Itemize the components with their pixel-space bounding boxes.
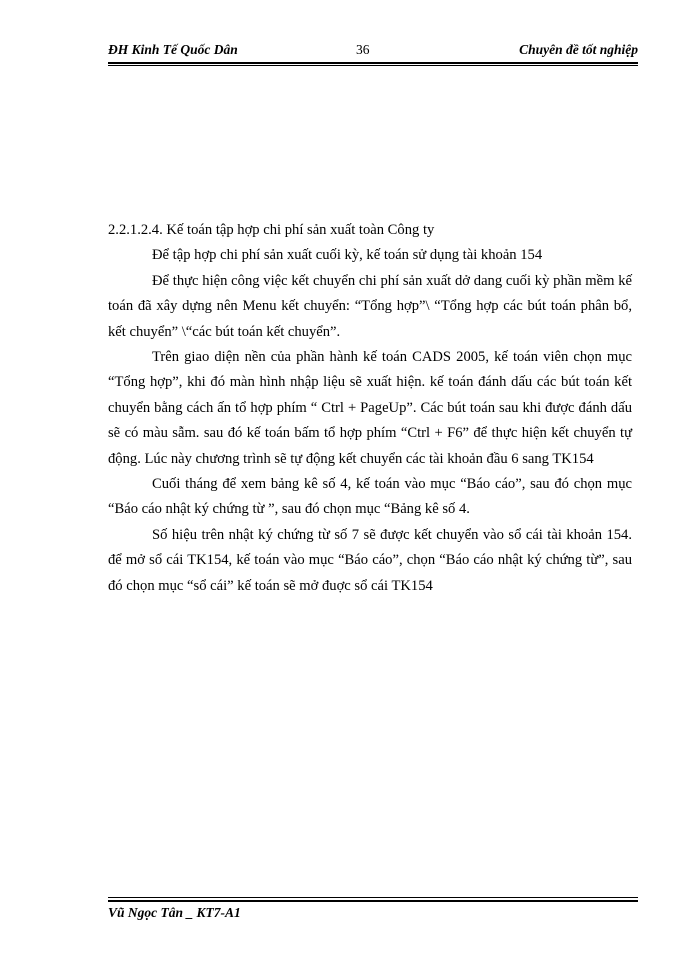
paragraph-3: Trên giao diện nền của phần hành kế toán CADS 2005, kế toán viên chọn mục “Tổng hợp”, khi đó màn hình nhập liệu sẽ xuất hiện. kế toán đánh dấu các bút toán kết chuyển bằng cách ấn tổ hợp phím “ Ctrl + PageUp”. Các bút toán sau khi được đánh dấu sẽ có màu sẫm. sau đó kế toán bấm tổ hợp phím “Ctrl + F6” để thực hiện kết chuyển tự động. Lúc này chương trình sẽ tự động kết chuyển các tài khoản đầu 6 sang TK154 [108, 349, 632, 467]
paragraph-1: Để tập hợp chi phí sản xuất cuối kỳ, kế toán sử dụng tài khoản 154 [152, 247, 543, 264]
header-document-type: Chuyên đề tốt nghiệp [519, 42, 638, 57]
section-title: 2.2.1.2.4. Kế toán tập hợp chi phí sản xuất toàn Công ty [108, 222, 435, 238]
footer-rule-thin [108, 897, 638, 898]
page-footer-author: Vũ Ngọc Tân _ KT7-A1 [108, 905, 241, 920]
page-number: 36 [356, 42, 370, 57]
header-rule-thick [108, 62, 638, 64]
footer-rule-thick [108, 900, 638, 902]
header-rule-thin [108, 65, 638, 66]
paragraph-4: Cuối tháng để xem bảng kê số 4, kế toán vào mục “Báo cáo”, sau đó chọn mục “Báo cáo nhật ký chứng từ ”, sau đó chọn mục “Bảng kê số 4. [108, 476, 632, 518]
paragraph-2: Để thực hiện công việc kết chuyển chi phí sản xuất dở dang cuối kỳ phần mềm kế toán đã xây dựng nên Menu kết chuyển: “Tổng hợp”\ “Tổng hợp các bút toán phân bổ, kết chuyển” \“các bút toán kết chuyển”. [108, 272, 632, 340]
page-header [108, 40, 638, 62]
paragraph-5: Số hiệu trên nhật ký chứng từ số 7 sẽ được kết chuyển vào sổ cái tài khoản 154. để mở sổ cái TK154, kế toán vào mục “Báo cáo”, chọn “Báo cáo nhật ký chứng từ”, sau đó chọn mục “sổ cái” kế toán sẽ mở đuợc sổ cái TK154 [108, 526, 632, 594]
header-university: ĐH Kinh Tế Quốc Dân [108, 42, 238, 57]
page-content [108, 218, 632, 599]
